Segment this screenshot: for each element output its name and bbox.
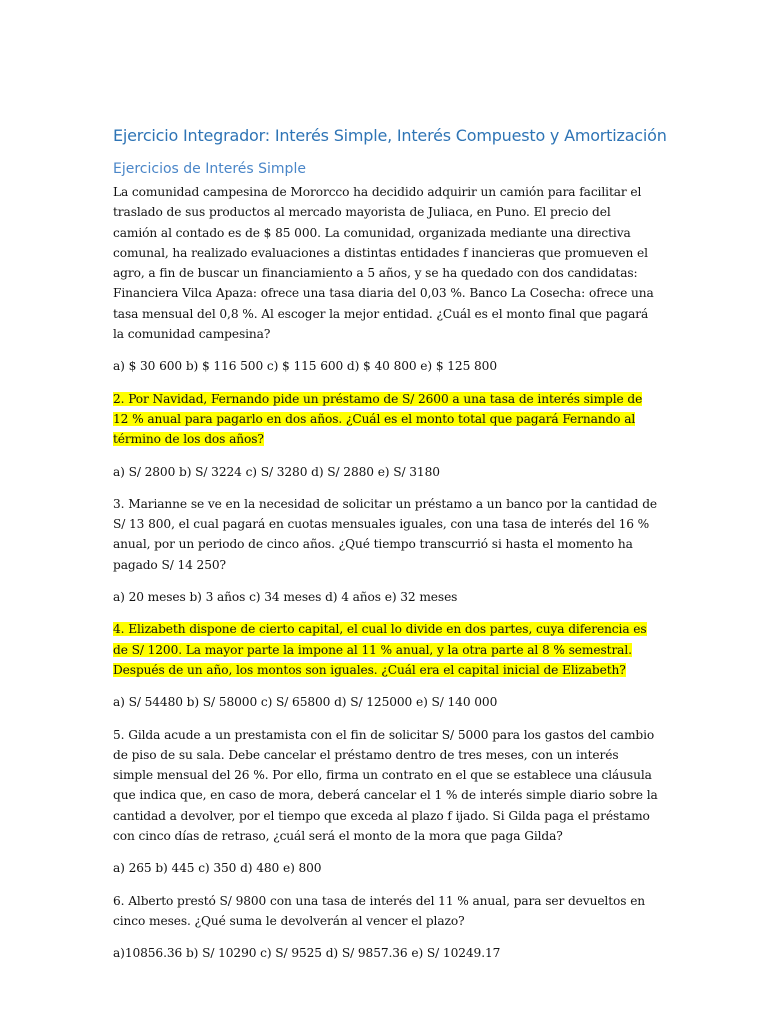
problem-6-options: a)10856.36 b) S/ 10290 c) S/ 9525 d) S/ 9857.36 e) S/ 10249.17	[113, 946, 501, 961]
problem-2-text	[113, 389, 658, 450]
problem-4-text	[113, 619, 658, 680]
problem-5-text: 5. Gilda acude a un prestamista con el fin de solicitar S/ 5000 para los gastos del cambio de piso de su sala. Debe cancelar el préstamo dentro de tres meses, con un interés simple mensual del 26 %. Por ello, firma un contrato en el que se establece una cláusula que indica que, en caso de mora, deberá cancelar el 1 % de interés simple diario sobre la cantidad a devolver, por el tiempo que exceda al plazo f ijado. Si Gilda paga el préstamo con cinco días de retraso, ¿cuál será el monto de la mora que paga Gilda?	[113, 727, 658, 844]
section-heading: Ejercicios de Interés Simple	[113, 161, 306, 177]
problem-6-text: 6. Alberto prestó S/ 9800 con una tasa de interés del 11 % anual, para ser devueltos en cinco meses. ¿Qué suma le devolverán al vencer el plazo?	[113, 893, 646, 928]
document-page	[113, 124, 667, 976]
problem-3-text: 3. Marianne se ve en la necesidad de solicitar un préstamo a un banco por la cantidad de S/ 13 800, el cual pagará en cuotas mensuales iguales, con una tasa de interés del 16 % anual, por un periodo de cinco años. ¿Qué tiempo transcurrió si hasta el momento ha pagado S/ 14 250?	[113, 496, 658, 572]
problem-2-options: a) S/ 2800 b) S/ 3224 c) S/ 3280 d) S/ 2880 e) S/ 3180	[113, 464, 440, 479]
problem-3-options: a) 20 meses b) 3 años c) 34 meses d) 4 años e) 32 meses	[113, 590, 458, 605]
problem-1-options: a) $ 30 600 b) $ 116 500 c) $ 115 600 d) $ 40 800 e) $ 125 800	[113, 359, 497, 374]
problem-4-options: a) S/ 54480 b) S/ 58000 c) S/ 65800 d) S/ 125000 e) S/ 140 000	[113, 695, 498, 710]
highlighted-text: 4. Elizabeth dispone de cierto capital, el cual lo divide en dos partes, cuya diferencia es de S/ 1200. La mayor parte la impone al 11 % anual, y la otra parte al 8 % semestral. Después de un año, los montos son iguales. ¿Cuál era el capital inicial de Elizabeth?	[113, 622, 647, 677]
highlighted-text: 2. Por Navidad, Fernando pide un préstamo de S/ 2600 a una tasa de interés simple de 12 % anual para pagarlo en dos años. ¿Cuál es el monto total que pagará Fernando al término de los dos años?	[113, 391, 643, 447]
document-title: Ejercicio Integrador: Interés Simple, Interés Compuesto y Amortización	[113, 126, 667, 145]
problem-5-options: a) 265 b) 445 c) 350 d) 480 e) 800	[113, 861, 322, 876]
problem-1-text: La comunidad campesina de Mororcco ha decidido adquirir un camión para facilitar el traslado de sus productos al mercado mayorista de Juliaca, en Puno. El precio del camión al contado es de $ 85 000. La comunidad, organizada mediante una directiva comunal, ha realizado evaluaciones a distintas entidades f inancieras que promueven el agro, a fin de buscar un financiamiento a 5 años, y se ha quedado con dos candidatas: Financiera Vilca Apaza: ofrece una tasa diaria del 0,03 %. Banco La Cosecha: ofrece una tasa mensual del 0,8 %. Al escoger la mejor entidad. ¿Cuál es el monto final que pagará la comunidad campesina?	[113, 185, 654, 342]
